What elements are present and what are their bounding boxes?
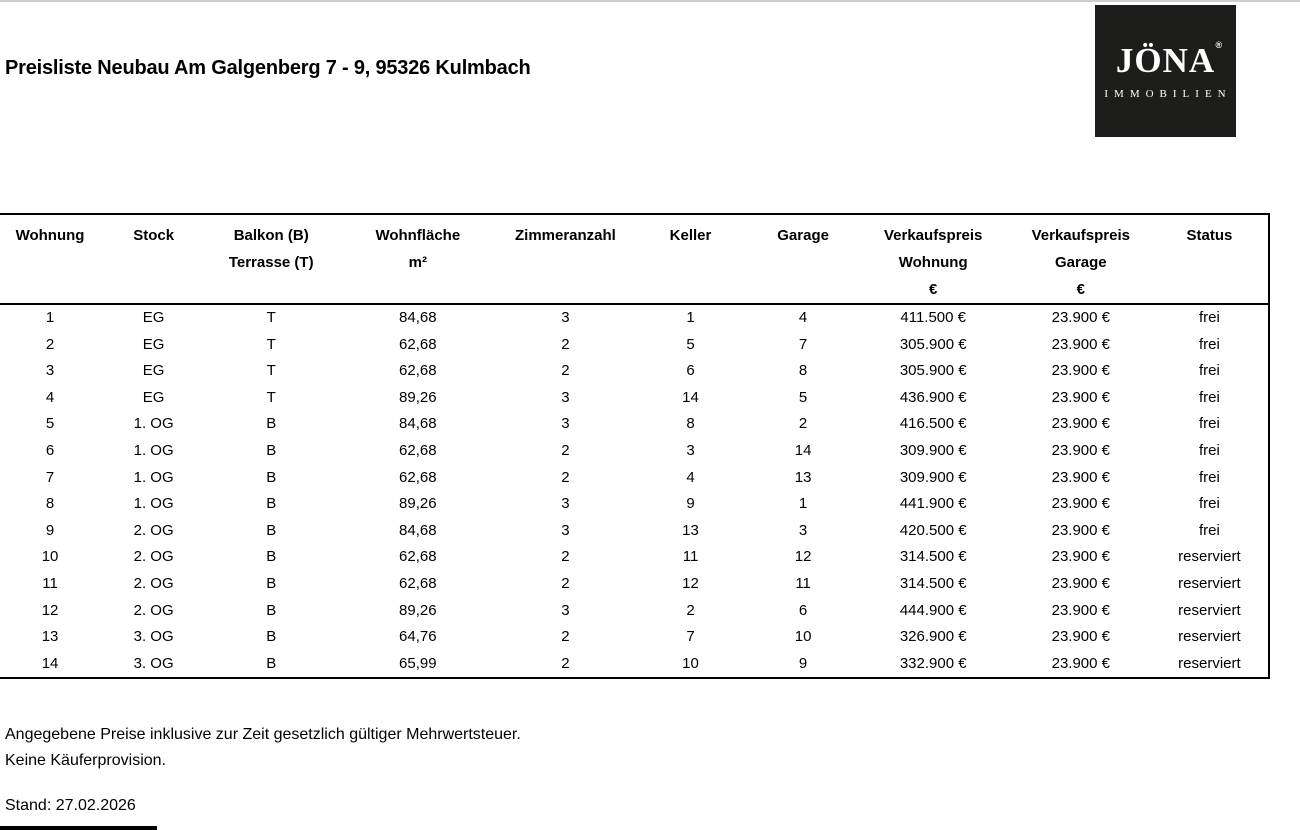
cell-zimmeranzahl: 2	[561, 654, 570, 672]
cell-stock: 1. OG	[133, 441, 174, 459]
logo-subtitle: IMMOBILIEN	[1104, 87, 1232, 100]
column-header-verkaufspreis-wohnung	[856, 214, 1011, 304]
table-row	[0, 304, 1269, 332]
cell-verkaufspreis-wohnung: 326.900 €	[899, 628, 967, 646]
cell-wohnflaeche: 84,68	[399, 309, 437, 326]
cell-verkaufspreis-wohnung: 441.900 €	[899, 495, 967, 513]
cell-wohnflaeche: 65,99	[399, 654, 437, 672]
cell-wohnflaeche: 89,26	[399, 601, 437, 619]
cell-balkon-terrasse: B	[266, 628, 277, 646]
cell-zimmeranzahl: 2	[561, 441, 570, 459]
cell-keller: 13	[682, 521, 699, 539]
cell-wohnflaeche: 62,68	[399, 574, 437, 592]
cell-verkaufspreis-wohnung: 436.900 €	[899, 388, 967, 406]
cell-stock: EG	[142, 388, 165, 406]
cell-verkaufspreis-garage: 23.900 €	[1051, 309, 1110, 326]
cell-keller: 3	[686, 441, 695, 459]
cell-zimmeranzahl: 2	[561, 468, 570, 486]
column-header-line: €	[929, 281, 938, 298]
company-logo	[1095, 5, 1236, 137]
cell-status: reserviert	[1178, 654, 1241, 672]
cell-verkaufspreis-garage: 23.900 €	[1051, 654, 1110, 672]
cell-stock: 2. OG	[133, 548, 174, 566]
cell-verkaufspreis-wohnung: 309.900 €	[899, 441, 967, 459]
column-header-line: Zimmeranzahl	[514, 227, 616, 244]
cell-status: frei	[1199, 441, 1220, 459]
cell-keller: 5	[686, 335, 695, 353]
cell-stock: 2. OG	[133, 521, 174, 539]
cell-status: frei	[1199, 495, 1220, 513]
registered-trademark-symbol: ®	[1215, 39, 1224, 50]
cell-garage: 5	[798, 388, 808, 406]
cell-verkaufspreis-garage: 23.900 €	[1051, 548, 1110, 566]
cell-zimmeranzahl: 3	[561, 601, 570, 619]
cell-verkaufspreis-wohnung: 332.900 €	[899, 654, 967, 672]
cell-verkaufspreis-garage: 23.900 €	[1051, 521, 1110, 539]
cell-verkaufspreis-garage: 23.900 €	[1051, 415, 1110, 433]
page-top-edge-line	[0, 0, 1300, 2]
cell-stock: 1. OG	[133, 495, 174, 513]
cell-verkaufspreis-garage: 23.900 €	[1051, 574, 1110, 592]
cell-garage: 9	[798, 654, 808, 672]
cell-verkaufspreis-garage: 23.900 €	[1051, 495, 1110, 513]
cell-wohnflaeche: 62,68	[399, 468, 437, 486]
header-row	[0, 214, 1269, 304]
cell-garage: 1	[798, 495, 808, 513]
cell-verkaufspreis-wohnung: 314.500 €	[899, 574, 967, 592]
cell-keller: 7	[686, 628, 695, 646]
cell-status: reserviert	[1178, 548, 1241, 566]
logo-wordmark	[1115, 39, 1224, 80]
cell-status: frei	[1199, 309, 1220, 326]
cell-wohnflaeche: 64,76	[399, 628, 437, 646]
next-page-edge-artifact	[0, 826, 157, 830]
cell-wohnung: 2	[45, 335, 55, 353]
cell-garage: 2	[798, 415, 808, 433]
column-header-line: Stock	[133, 227, 175, 244]
cell-status: frei	[1199, 468, 1220, 486]
cell-zimmeranzahl: 2	[561, 548, 570, 566]
cell-status: frei	[1199, 388, 1220, 406]
cell-zimmeranzahl: 2	[561, 574, 570, 592]
column-header-line: €	[1076, 281, 1085, 298]
cell-garage: 12	[794, 548, 812, 566]
table-row	[0, 438, 1269, 465]
cell-wohnung: 3	[45, 362, 55, 380]
cell-keller: 6	[686, 362, 695, 380]
table-row	[0, 624, 1269, 651]
cell-wohnflaeche: 84,68	[399, 521, 437, 539]
cell-wohnung: 14	[41, 654, 59, 672]
cell-zimmeranzahl: 2	[561, 335, 570, 353]
cell-keller: 1	[686, 309, 695, 326]
cell-garage: 7	[798, 335, 808, 353]
cell-status: reserviert	[1178, 601, 1241, 619]
cell-garage: 10	[794, 628, 812, 646]
cell-zimmeranzahl: 3	[561, 388, 570, 406]
cell-balkon-terrasse: B	[266, 441, 277, 459]
price-table-body	[0, 304, 1269, 678]
cell-balkon-terrasse: T	[266, 388, 276, 406]
column-header-line: Balkon (B)	[233, 227, 309, 244]
cell-balkon-terrasse: B	[266, 574, 277, 592]
cell-verkaufspreis-wohnung: 305.900 €	[899, 335, 967, 353]
column-header-wohnflaeche	[335, 214, 500, 304]
cell-wohnung: 9	[45, 521, 55, 539]
cell-wohnung: 7	[45, 468, 55, 486]
cell-verkaufspreis-garage: 23.900 €	[1051, 601, 1110, 619]
table-row	[0, 518, 1269, 545]
note-commission: Keine Käuferprovision.	[5, 752, 166, 769]
column-header-line: Terrasse (T)	[228, 254, 314, 271]
column-header-stock	[100, 214, 207, 304]
cell-stock: 3. OG	[133, 628, 174, 646]
cell-balkon-terrasse: T	[266, 335, 276, 353]
cell-verkaufspreis-wohnung: 444.900 €	[899, 601, 967, 619]
cell-wohnung: 1	[45, 309, 55, 326]
cell-verkaufspreis-garage: 23.900 €	[1051, 468, 1110, 486]
column-header-line: Wohnung	[15, 227, 85, 244]
cell-wohnung: 13	[41, 628, 59, 646]
column-header-verkaufspreis-garage	[1011, 214, 1151, 304]
cell-balkon-terrasse: B	[266, 468, 277, 486]
footer-notes	[5, 722, 521, 774]
column-header-line: Keller	[669, 227, 712, 244]
cell-garage: 14	[794, 441, 812, 459]
cell-zimmeranzahl: 2	[561, 362, 570, 380]
cell-keller: 12	[682, 574, 699, 592]
logo-name-text: JÖNA	[1115, 40, 1216, 80]
cell-status: frei	[1199, 521, 1220, 539]
table-row	[0, 571, 1269, 598]
cell-keller: 2	[686, 601, 695, 619]
cell-wohnflaeche: 89,26	[399, 495, 437, 513]
cell-keller: 4	[686, 468, 695, 486]
cell-verkaufspreis-wohnung: 309.900 €	[899, 468, 967, 486]
cell-verkaufspreis-garage: 23.900 €	[1051, 362, 1110, 380]
cell-garage: 3	[798, 521, 808, 539]
cell-balkon-terrasse: B	[266, 495, 277, 513]
cell-stock: 2. OG	[133, 574, 174, 592]
cell-status: frei	[1199, 362, 1220, 380]
column-header-line: Verkaufspreis	[1031, 227, 1130, 244]
cell-wohnung: 6	[45, 441, 55, 459]
table-row	[0, 491, 1269, 518]
cell-stock: EG	[142, 309, 165, 326]
cell-keller: 11	[682, 548, 699, 566]
cell-status: frei	[1199, 335, 1220, 353]
note-vat: Angegebene Preise inklusive zur Zeit gesetzlich gültiger Mehrwertsteuer.	[5, 726, 521, 743]
cell-stock: EG	[142, 335, 165, 353]
cell-wohnung: 4	[45, 388, 55, 406]
cell-verkaufspreis-wohnung: 416.500 €	[899, 415, 967, 433]
column-header-wohnung	[0, 214, 100, 304]
column-header-line: Wohnfläche	[375, 227, 461, 244]
cell-verkaufspreis-wohnung: 420.500 €	[899, 521, 967, 539]
column-header-line: Wohnung	[898, 254, 968, 271]
cell-balkon-terrasse: T	[266, 309, 276, 326]
cell-keller: 8	[686, 415, 695, 433]
cell-balkon-terrasse: T	[266, 362, 276, 380]
cell-wohnflaeche: 62,68	[399, 441, 437, 459]
cell-balkon-terrasse: B	[266, 601, 277, 619]
price-table-header	[0, 214, 1269, 304]
cell-balkon-terrasse: B	[266, 548, 277, 566]
column-header-zimmeranzahl	[500, 214, 630, 304]
column-header-line: Garage	[777, 227, 829, 244]
cell-verkaufspreis-garage: 23.900 €	[1051, 628, 1110, 646]
price-table	[0, 213, 1270, 679]
cell-garage: 6	[798, 601, 808, 619]
cell-wohnflaeche: 62,68	[399, 548, 437, 566]
cell-verkaufspreis-garage: 23.900 €	[1051, 441, 1110, 459]
cell-verkaufspreis-garage: 23.900 €	[1051, 388, 1110, 406]
cell-garage: 4	[798, 309, 808, 326]
cell-status: frei	[1199, 415, 1220, 433]
cell-verkaufspreis-garage: 23.900 €	[1051, 335, 1110, 353]
cell-wohnflaeche: 62,68	[399, 362, 437, 380]
cell-garage: 8	[798, 362, 808, 380]
column-header-line: m²	[408, 254, 427, 271]
cell-verkaufspreis-wohnung: 314.500 €	[899, 548, 967, 566]
table-row	[0, 411, 1269, 438]
cell-garage: 13	[794, 468, 812, 486]
cell-balkon-terrasse: B	[266, 415, 277, 433]
cell-wohnung: 5	[45, 415, 55, 433]
date-stand: Stand: 27.02.2026	[5, 797, 136, 814]
cell-balkon-terrasse: B	[266, 654, 277, 672]
cell-balkon-terrasse: B	[266, 521, 277, 539]
table-row	[0, 651, 1269, 679]
cell-verkaufspreis-wohnung: 305.900 €	[899, 362, 967, 380]
cell-stock: 3. OG	[133, 654, 174, 672]
cell-zimmeranzahl: 3	[561, 495, 570, 513]
cell-stock: 1. OG	[133, 468, 174, 486]
column-header-line: Verkaufspreis	[883, 227, 983, 244]
column-header-balkon-terrasse	[207, 214, 335, 304]
cell-status: reserviert	[1178, 628, 1241, 646]
table-row	[0, 385, 1269, 412]
cell-keller: 10	[682, 654, 699, 672]
cell-keller: 9	[686, 495, 695, 513]
cell-zimmeranzahl: 3	[561, 521, 570, 539]
cell-status: reserviert	[1178, 574, 1241, 592]
table-row	[0, 332, 1269, 359]
cell-wohnung: 10	[41, 548, 59, 566]
cell-zimmeranzahl: 3	[561, 309, 570, 326]
cell-wohnflaeche: 62,68	[399, 335, 437, 353]
column-header-line: Status	[1186, 227, 1233, 244]
column-header-keller	[630, 214, 750, 304]
cell-stock: EG	[142, 362, 165, 380]
cell-wohnflaeche: 89,26	[399, 388, 437, 406]
cell-keller: 14	[682, 388, 699, 406]
cell-stock: 2. OG	[133, 601, 174, 619]
column-header-status	[1151, 214, 1269, 304]
page-title: Preisliste Neubau Am Galgenberg 7 - 9, 95326 Kulmbach	[5, 57, 531, 79]
cell-wohnung: 11	[42, 574, 58, 592]
cell-wohnung: 12	[41, 601, 59, 619]
cell-stock: 1. OG	[133, 415, 174, 433]
cell-wohnung: 8	[45, 495, 55, 513]
cell-garage: 11	[795, 574, 811, 592]
column-header-garage	[751, 214, 856, 304]
table-row	[0, 358, 1269, 385]
column-header-line: Garage	[1054, 254, 1107, 271]
cell-verkaufspreis-wohnung: 411.500 €	[900, 309, 966, 326]
cell-zimmeranzahl: 3	[561, 415, 570, 433]
cell-zimmeranzahl: 2	[561, 628, 570, 646]
cell-wohnflaeche: 84,68	[399, 415, 437, 433]
table-row	[0, 598, 1269, 625]
table-row	[0, 465, 1269, 492]
table-row	[0, 544, 1269, 571]
